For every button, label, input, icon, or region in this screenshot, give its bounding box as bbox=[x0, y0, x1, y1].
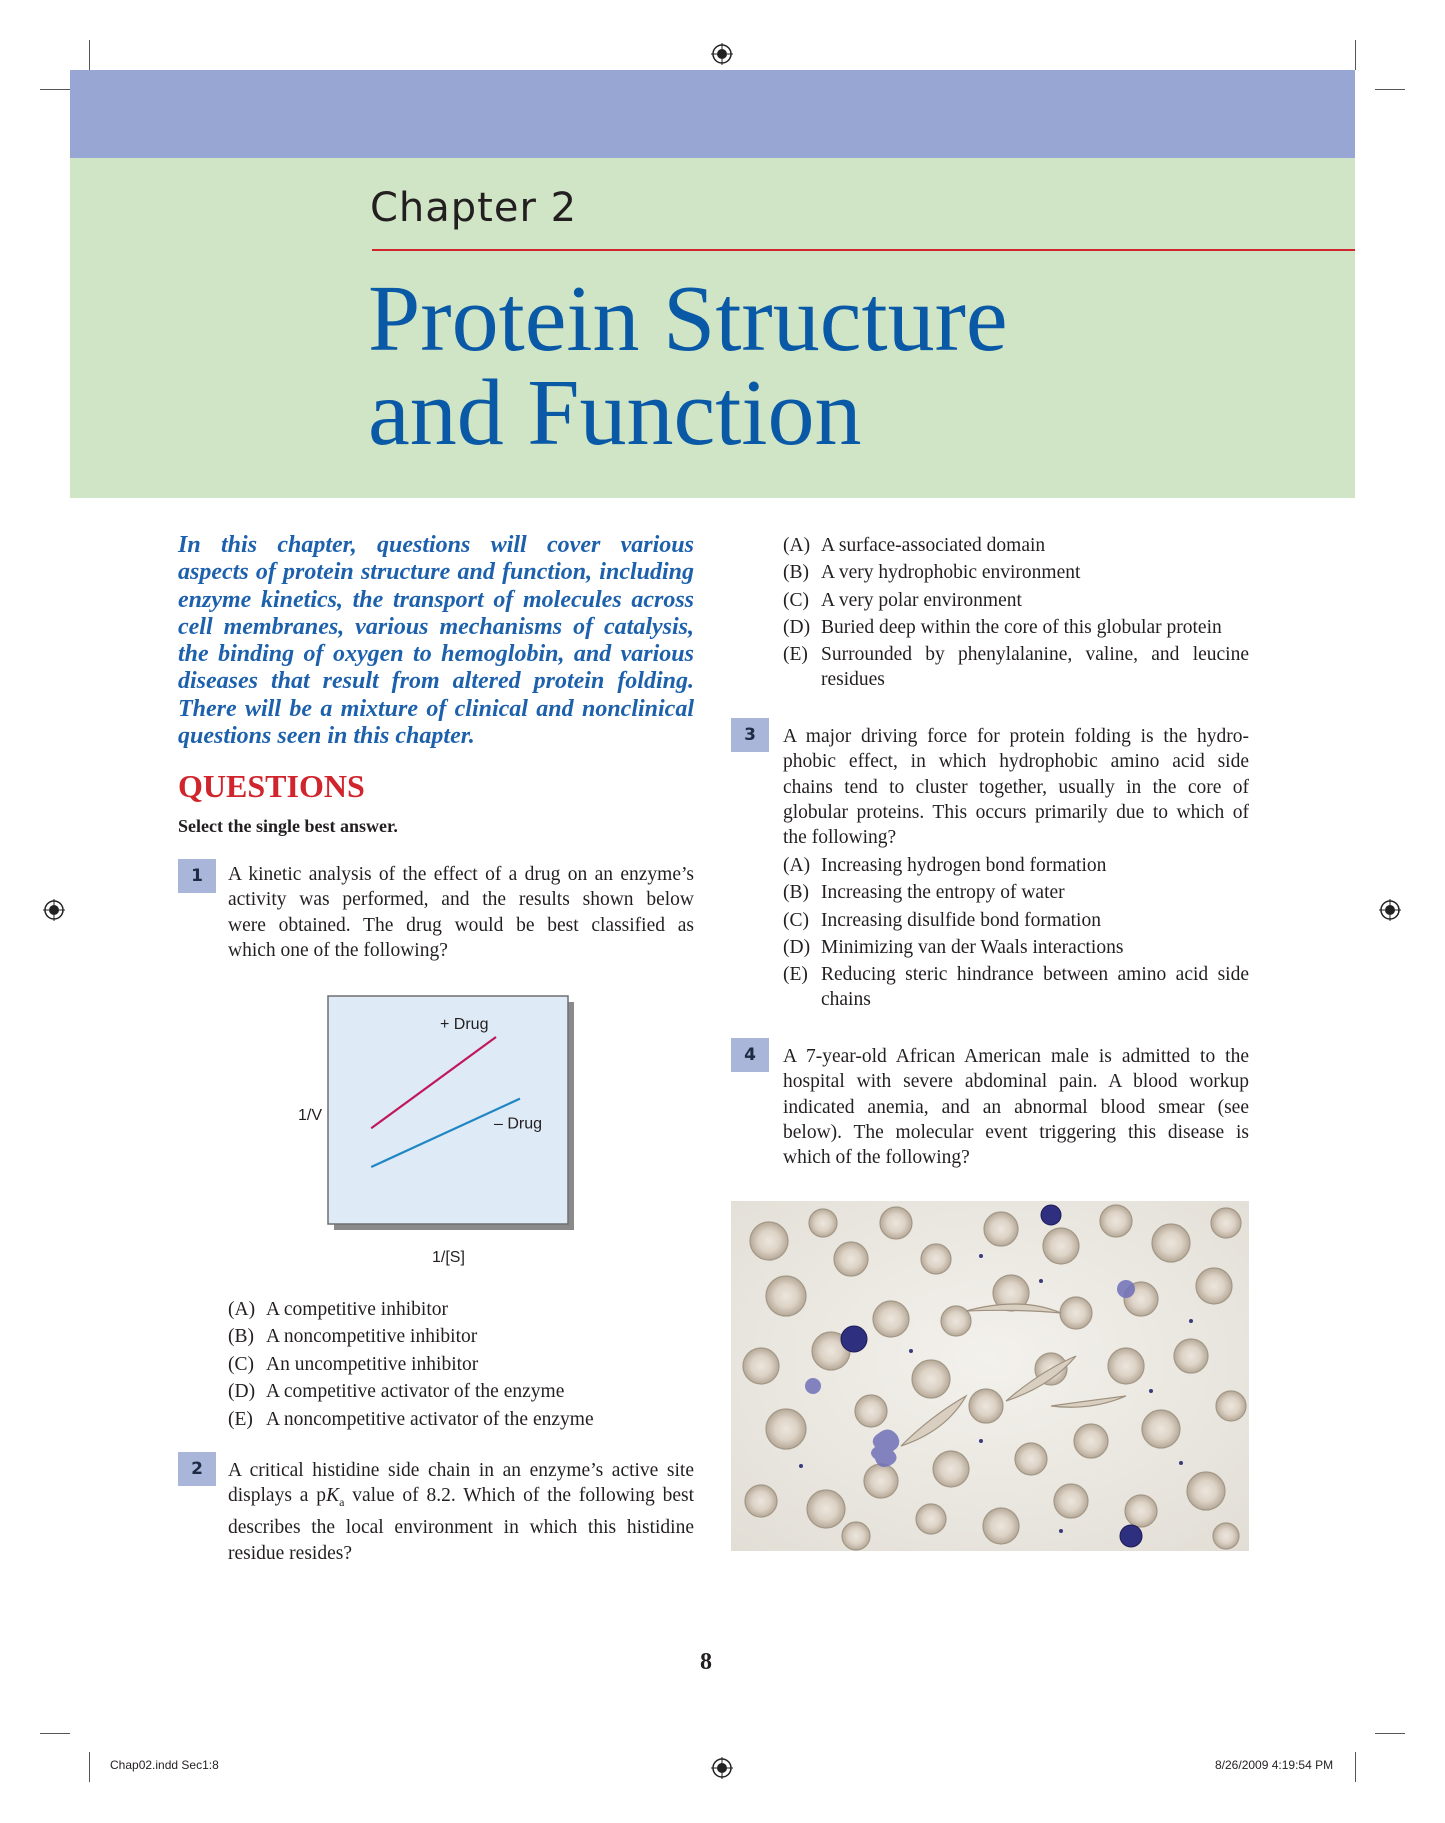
option-key: (B) bbox=[783, 882, 809, 904]
trim-mark bbox=[1355, 40, 1356, 70]
answer-option[interactable] bbox=[783, 614, 1249, 641]
print-slug-file: Chap02.indd Sec1:8 bbox=[110, 1758, 219, 1772]
option-key: (C) bbox=[228, 1353, 254, 1375]
trim-mark bbox=[1355, 1752, 1356, 1782]
option-text: Minimizing van der Waals interactions bbox=[821, 937, 1124, 959]
question-3-stem bbox=[783, 724, 1249, 850]
trim-mark bbox=[89, 40, 90, 70]
question-number: 2 bbox=[178, 1452, 216, 1486]
print-slug-timestamp: 8/26/2009 4:19:54 PM bbox=[1215, 1758, 1334, 1772]
option-text: A surface-associated domain bbox=[821, 535, 1046, 556]
option-key: (E) bbox=[228, 1408, 253, 1430]
question-2-options bbox=[783, 532, 1249, 692]
option-text: A competitive activator of the enzyme bbox=[266, 1381, 565, 1403]
answer-option[interactable] bbox=[228, 1378, 708, 1405]
option-key: (B) bbox=[228, 1326, 254, 1348]
intro-line: enzyme kinetics, the transport of molecules across bbox=[178, 586, 694, 613]
x-axis-label: 1/[S] bbox=[432, 1249, 465, 1266]
trim-mark bbox=[1375, 89, 1405, 90]
header-band-blue bbox=[70, 70, 1355, 158]
question-3-options bbox=[783, 852, 1249, 1012]
registration-mark-icon bbox=[43, 899, 65, 921]
intro-line: In this chapter, questions will cover various bbox=[178, 532, 694, 558]
trim-mark bbox=[1375, 1733, 1405, 1734]
y-axis-label: 1/V bbox=[298, 1107, 323, 1124]
intro-line: diseases that result from altered protein folding. bbox=[178, 668, 694, 695]
option-text: An uncompetitive inhibitor bbox=[266, 1353, 479, 1375]
question-line: describes the local environment in which this histidine bbox=[228, 1517, 694, 1539]
answer-option[interactable] bbox=[783, 879, 1249, 906]
answer-option[interactable] bbox=[783, 962, 1249, 1012]
question-1-stem bbox=[228, 862, 694, 963]
option-key: (E) bbox=[783, 643, 808, 665]
question-number: 3 bbox=[731, 718, 769, 752]
question-line: indicated anemia, and an abnormal blood smear (see bbox=[783, 1096, 1249, 1118]
option-key: (A) bbox=[783, 855, 811, 876]
option-key: (A) bbox=[228, 1299, 256, 1320]
option-text: Increasing disulfide bond formation bbox=[821, 909, 1101, 931]
text-run: value of 8.2. Which of the following best bbox=[344, 1485, 694, 1507]
option-text: Buried deep within the core of this globular protein bbox=[821, 617, 1222, 639]
option-text: Surrounded by phenylalanine, valine, and leucine residues bbox=[821, 643, 1249, 690]
registration-mark-icon bbox=[711, 1757, 733, 1779]
option-text: A noncompetitive inhibitor bbox=[266, 1326, 478, 1348]
question-line: chains tend to cluster together, usually in the core of bbox=[783, 776, 1249, 798]
questions-instruction: Select the single best answer. bbox=[178, 816, 398, 836]
question-line: below). The molecular event triggering this disease is bbox=[783, 1121, 1249, 1143]
option-key: (C) bbox=[783, 589, 809, 611]
answer-option[interactable] bbox=[228, 1296, 708, 1323]
option-key: (B) bbox=[783, 562, 809, 584]
option-text: A very polar environment bbox=[821, 589, 1022, 611]
answer-option[interactable] bbox=[228, 1351, 708, 1378]
option-text: Increasing the entropy of water bbox=[821, 882, 1065, 904]
answer-option[interactable] bbox=[783, 934, 1249, 961]
answer-option[interactable] bbox=[228, 1323, 708, 1350]
option-text: A very hydrophobic environment bbox=[821, 562, 1081, 584]
trim-mark bbox=[89, 1752, 90, 1782]
option-key: (E) bbox=[783, 963, 808, 985]
blood-smear-image bbox=[731, 1201, 1249, 1551]
option-key: (D) bbox=[783, 617, 811, 639]
chapter-title-line: Protein Structure bbox=[368, 267, 1008, 371]
question-line: A 7-year-old African American male is admitted to the bbox=[783, 1046, 1249, 1067]
chapter-rule bbox=[372, 249, 1355, 251]
option-text: A noncompetitive activator of the enzyme bbox=[266, 1408, 594, 1430]
option-text: Reducing steric hindrance between amino acid side chains bbox=[821, 963, 1249, 1010]
question-2-stem bbox=[228, 1458, 694, 1566]
option-text: A competitive inhibitor bbox=[266, 1299, 448, 1320]
option-key: (D) bbox=[783, 937, 811, 959]
trim-mark bbox=[40, 1733, 70, 1734]
intro-line: aspects of protein structure and function, including bbox=[178, 559, 694, 586]
option-text: Increasing hydrogen bond formation bbox=[821, 855, 1107, 876]
option-key: (A) bbox=[783, 535, 811, 556]
question-line: A kinetic analysis of the effect of a drug on an enzyme’s bbox=[228, 864, 694, 885]
intro-line: There will be a mixture of clinical and nonclinical bbox=[178, 695, 694, 722]
subscript: a bbox=[339, 1495, 345, 1510]
answer-option[interactable] bbox=[783, 532, 1249, 559]
chapter-intro bbox=[178, 532, 694, 750]
question-line: were obtained. The drug would be best classified as bbox=[228, 914, 694, 936]
kinetics-chart bbox=[280, 990, 610, 1280]
page-number: 8 bbox=[700, 1649, 712, 1675]
series-label: + Drug bbox=[440, 1016, 489, 1034]
text-run: K bbox=[326, 1485, 340, 1507]
question-line: which of the following? bbox=[783, 1147, 970, 1169]
answer-option[interactable] bbox=[783, 852, 1249, 879]
question-number: 4 bbox=[731, 1038, 769, 1072]
text-run: displays a p bbox=[228, 1485, 327, 1507]
intro-line: cell membranes, various mechanisms of catalysis, bbox=[178, 613, 694, 640]
question-line: the following? bbox=[783, 827, 897, 849]
question-line: A major driving force for protein folding is the hydro- bbox=[783, 726, 1249, 747]
registration-mark-icon bbox=[1379, 899, 1401, 921]
answer-option[interactable] bbox=[783, 642, 1249, 692]
question-number: 1 bbox=[178, 859, 216, 893]
question-line: residue resides? bbox=[228, 1542, 352, 1564]
question-line bbox=[228, 1483, 694, 1515]
answer-option[interactable] bbox=[228, 1406, 708, 1433]
chapter-title bbox=[368, 267, 1008, 465]
question-line: A critical histidine side chain in an enzyme’s active site bbox=[228, 1460, 694, 1481]
answer-option[interactable] bbox=[783, 559, 1249, 586]
option-key: (D) bbox=[228, 1381, 256, 1403]
question-line: activity was performed, and the results shown below bbox=[228, 889, 694, 911]
question-4-stem bbox=[783, 1044, 1249, 1170]
question-line: globular proteins. This occurs primarily due to which of bbox=[783, 801, 1249, 823]
option-key: (C) bbox=[783, 909, 809, 931]
intro-line: the binding of oxygen to hemoglobin, and various bbox=[178, 641, 694, 668]
question-line: phobic effect, in which hydrophobic amino acid side bbox=[783, 751, 1249, 773]
answer-option[interactable] bbox=[783, 587, 1249, 614]
answer-option[interactable] bbox=[783, 907, 1249, 934]
trim-mark bbox=[40, 89, 70, 90]
chapter-title-line: and Function bbox=[368, 361, 862, 465]
intro-line: questions seen in this chapter. bbox=[178, 723, 475, 750]
registration-mark-icon bbox=[711, 43, 733, 65]
chapter-label: Chapter 2 bbox=[370, 185, 578, 231]
questions-heading: QUESTIONS bbox=[178, 768, 365, 804]
series-label: – Drug bbox=[494, 1115, 543, 1133]
question-1-options bbox=[228, 1296, 708, 1433]
question-line: hospital with severe abdominal pain. A blood workup bbox=[783, 1071, 1249, 1093]
question-line: which one of the following? bbox=[228, 939, 448, 961]
